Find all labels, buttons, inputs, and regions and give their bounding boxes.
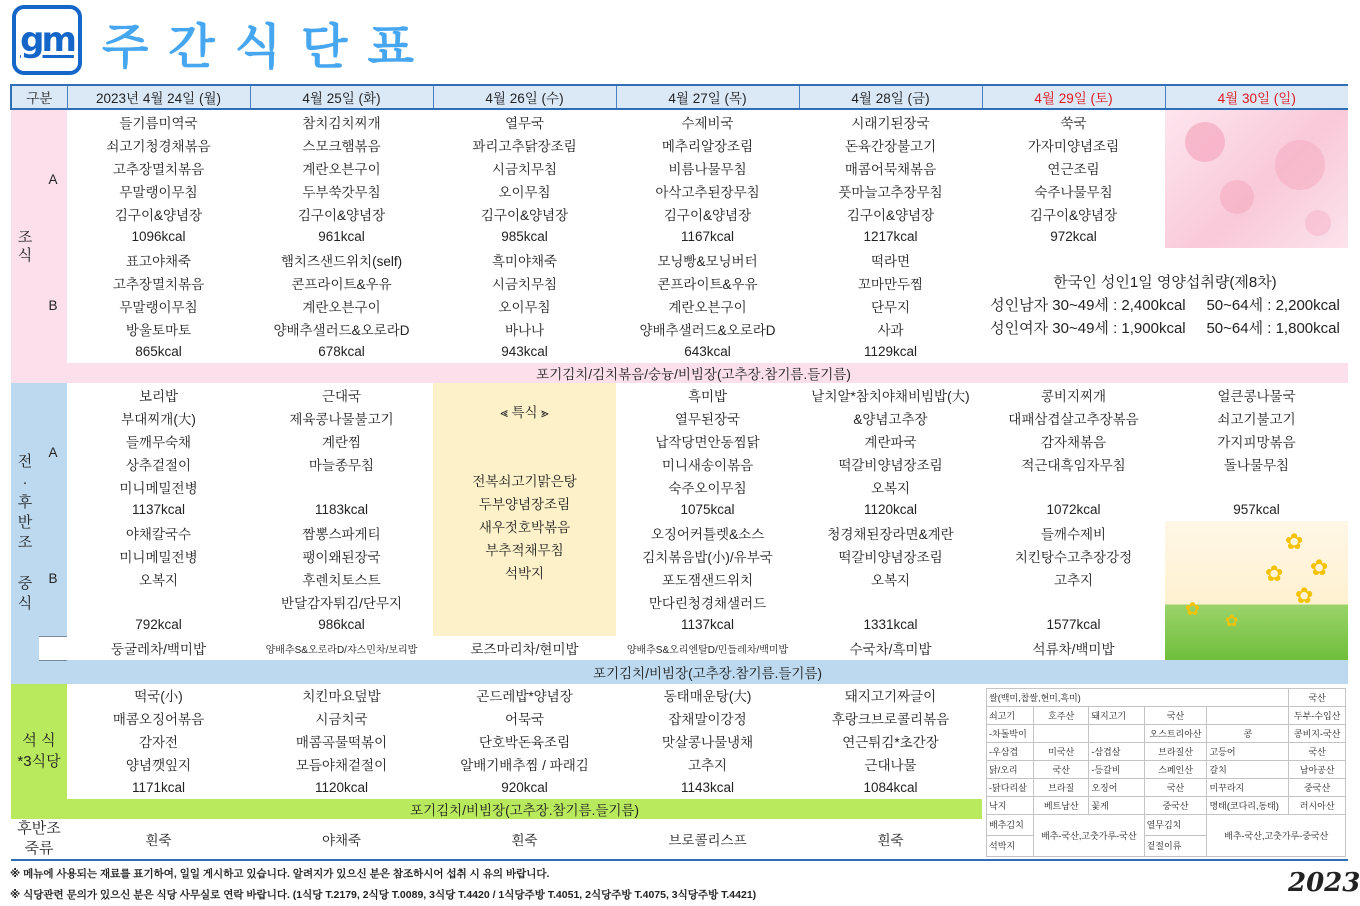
kcal: 1171kcal — [131, 779, 186, 795]
day-header: 4월 27일 (목) — [616, 85, 799, 109]
lunch-label: 전 · 후 반 조 중 식 — [11, 383, 39, 684]
origin-cell: 돼지고기 — [1089, 706, 1144, 724]
menu-item: 야채칼국수 — [125, 526, 192, 542]
menu-item: 두부쑥갓무침 — [302, 184, 381, 200]
origin-cell: 쇠고기 — [987, 706, 1034, 724]
origin-cell: 콩비지-국산 — [1289, 724, 1346, 742]
menu-item: 근대나물 — [864, 758, 917, 773]
origin-cell: 오스트리아산 — [1144, 724, 1207, 742]
menu-item: 어묵국 — [504, 712, 545, 727]
menu-item: 팽이왜된장국 — [302, 549, 381, 565]
origin-cell: 호주산 — [1034, 706, 1089, 724]
menu-item: 수제비국 — [681, 115, 734, 131]
menu-item: 부추적채무침 — [485, 543, 564, 558]
menu-item: 새우젓호박볶음 — [478, 520, 571, 535]
menu-item: 짬뽕스파게티 — [302, 526, 381, 542]
menu-item: 두부양념장조림 — [478, 497, 571, 512]
kcal: 1129kcal — [863, 344, 918, 359]
origin-cell: 열무김치 — [1144, 814, 1207, 835]
kcal: 1120kcal — [863, 502, 918, 517]
kcal: 986kcal — [318, 617, 365, 632]
menu-item: 콩비지찌개 — [1040, 388, 1107, 404]
kcal: 1183kcal — [314, 502, 369, 517]
origin-cell: 고등어 — [1207, 742, 1289, 760]
menu-item: 표고야채죽 — [125, 253, 192, 269]
menu-item: 근대국 — [321, 388, 362, 404]
menu-item: 양배추샐러드&오로라D — [639, 322, 776, 338]
col-label: 구분 — [11, 85, 67, 109]
origin-cell — [1034, 724, 1089, 742]
menu-item: 전복쇠고기맑은탕 — [472, 474, 577, 489]
menu-item: 계란파국 — [864, 434, 917, 450]
origin-cell: 브라질 — [1034, 778, 1089, 796]
menu-item: 콘프라이트&우유 — [291, 276, 392, 292]
gm-logo — [12, 5, 82, 75]
menu-item: 열무국 — [504, 115, 545, 131]
porridge-item: 브로콜리스프 — [668, 832, 747, 848]
menu-item: 치킨마요덮밥 — [302, 689, 381, 704]
menu-item: 매콤어묵채볶음 — [844, 161, 937, 177]
menu-item: 곤드레밥*양념장 — [476, 689, 573, 704]
day-header-saturday: 4월 29일 (토) — [982, 85, 1165, 109]
kcal: 643kcal — [684, 344, 731, 359]
menu-item: 대패삼겹살고추장볶음 — [1008, 411, 1139, 427]
menu-item: 오복지 — [870, 572, 911, 588]
origin-cell: 배추-국산,고춧가루-국산 — [1034, 814, 1145, 856]
menu-item: 고추장멸치볶음 — [112, 161, 205, 177]
menu-item: 단무지 — [870, 299, 911, 315]
menu-item: 쇠고기청경채볶음 — [106, 138, 211, 154]
menu-item: 석박지 — [504, 566, 545, 581]
lunch-a-label: A — [39, 383, 67, 521]
menu-item: 오이무침 — [498, 299, 551, 315]
kcal: 1137kcal — [680, 617, 735, 632]
origin-cell — [1207, 706, 1289, 724]
kcal: 792kcal — [135, 617, 182, 632]
kcal: 1075kcal — [680, 502, 735, 517]
menu-item: 고추지 — [1053, 572, 1094, 588]
menu-item: 포도잼샌드위치 — [661, 572, 754, 588]
kcal: 865kcal — [135, 344, 182, 359]
origin-cell: 남아공산 — [1289, 760, 1346, 778]
menu-item: 계란오븐구이 — [302, 299, 381, 315]
menu-item: 제육콩나물불고기 — [289, 411, 394, 427]
tea-rice: 석류차/백미밥 — [1032, 642, 1115, 657]
lunch-kimchi: 포기김치/비빔장(고추장.참기름.들기름) — [67, 660, 1348, 684]
menu-item: 김구이&양념장 — [846, 207, 935, 223]
menu-item: 떡갈비양념장조림 — [838, 549, 943, 565]
lunch-b-label: B — [39, 521, 67, 636]
origin-cell: 중국산 — [1289, 778, 1346, 796]
origin-cell: 국산 — [1289, 688, 1346, 706]
menu-item — [982, 590, 1165, 613]
menu-item: 동태매운탕(大) — [663, 689, 752, 704]
menu-item: 햄치즈샌드위치(self) — [280, 253, 403, 269]
menu-item: 상추겉절이 — [125, 457, 192, 473]
kcal: 961kcal — [318, 229, 365, 244]
menu-item: 납작당면안동찜닭 — [655, 434, 760, 450]
menu-item: 마늘종무침 — [308, 457, 375, 473]
nutrition-box — [982, 248, 1348, 363]
menu-item: 미니메밀전병 — [119, 549, 198, 565]
menu-item: 시래기된장국 — [851, 115, 930, 131]
origin-cell: 쌀(백미,찹쌀,현미,흑미) — [987, 688, 1289, 706]
menu-item: 돌나물무침 — [1223, 457, 1290, 473]
special-label: ⪡ 특식 ⪢ — [500, 405, 549, 420]
origin-cell: -등갈비 — [1089, 760, 1144, 778]
menu-item: 가지피망볶음 — [1217, 434, 1296, 450]
menu-item: 시금치국 — [315, 712, 368, 727]
header — [0, 0, 1350, 82]
menu-item: 고추지 — [687, 758, 728, 773]
menu-item: 김구이&양념장 — [1029, 207, 1118, 223]
day-header: 2023년 4월 24일 (월) — [67, 85, 250, 109]
menu-item: 떡라면 — [870, 253, 911, 269]
menu-item: 잡채말이강정 — [668, 712, 747, 727]
nutrition-female: 성인여자 30~49세 : 1,900kcal 50~64세 : 1,800kcal — [990, 320, 1340, 338]
menu-item: 콘프라이트&우유 — [657, 276, 758, 292]
kcal: 1577kcal — [1046, 617, 1101, 632]
origin-cell: 닭/오리 — [987, 760, 1034, 778]
origin-cell: 국산 — [1144, 706, 1207, 724]
menu-item: 후렌치토스트 — [302, 572, 381, 588]
menu-item: 시금치무침 — [491, 276, 558, 292]
origin-cell: -우삼겹 — [987, 742, 1034, 760]
menu-item: 만다린청경채샐러드 — [648, 595, 767, 611]
menu-item: 쇠고기불고기 — [1217, 411, 1296, 427]
spring-flowers-image: ✿ ✿ ✿ ✿ ✿ ✿ — [1165, 521, 1348, 660]
origin-cell: 명태(코다리,동태) — [1207, 796, 1289, 814]
menu-item: 돼지고기짜글이 — [844, 689, 937, 704]
menu-item: 미니새송이볶음 — [661, 457, 754, 473]
logo-text: gm — [20, 20, 74, 60]
menu-item: 고추장멸치볶음 — [112, 276, 205, 292]
origin-table — [982, 684, 1348, 860]
menu-item: 단호박돈육조림 — [478, 735, 571, 750]
page-title: 주간식단표 — [102, 19, 434, 75]
menu-item: 계란오븐구이 — [302, 161, 381, 177]
menu-item: 양념깻잎지 — [125, 758, 192, 773]
porridge-item: 흰죽 — [145, 832, 172, 848]
kcal: 1137kcal — [131, 502, 186, 517]
breakfast-kimchi: 포기김치/김치볶음/숭늉/비빔장(고추장.참기름.들기름) — [39, 363, 1348, 383]
menu-item: 무말랭이무침 — [119, 299, 198, 315]
menu-item: 쑥국 — [1060, 115, 1087, 131]
origin-cell: -닭다리살 — [987, 778, 1034, 796]
day-header: 4월 26일 (수) — [433, 85, 616, 109]
menu-item: 들깨수제비 — [1040, 526, 1107, 542]
menu-item: &양념고추장 — [853, 411, 928, 427]
menu-item: 양배추샐러드&오로라D — [273, 322, 410, 338]
tea-rice: 양배추S&오리엔탈D/민들레차/백미밥 — [626, 644, 789, 656]
menu-item: 들깨무숙채 — [125, 434, 192, 450]
origin-cell: 배추김치 — [987, 814, 1034, 835]
porridge-label: 후반조 죽류 — [11, 819, 67, 860]
header-row — [11, 85, 1348, 109]
menu-item: 김구이&양념장 — [663, 207, 752, 223]
menu-item: 아삭고추된장무침 — [655, 184, 760, 200]
menu-item: 가자미양념조림 — [1027, 138, 1120, 154]
kcal: 1084kcal — [863, 779, 918, 795]
dinner-kimchi: 포기김치/비빔장(고추장.참기름.들기름) — [67, 799, 982, 819]
nutrition-male: 성인남자 30~49세 : 2,400kcal 50~64세 : 2,200kcal — [990, 296, 1340, 314]
origin-cell: 국산 — [1144, 778, 1207, 796]
menu-item: 김구이&양념장 — [480, 207, 569, 223]
kcal: 957kcal — [1233, 502, 1280, 517]
menu-item: 숙주나물무침 — [1034, 184, 1113, 200]
porridge-item: 흰죽 — [877, 832, 904, 848]
origin-cell: 베트남산 — [1034, 796, 1089, 814]
origin-cell: 스페인산 — [1144, 760, 1207, 778]
kcal: 1143kcal — [680, 779, 735, 795]
kcal: 1072kcal — [1046, 502, 1101, 517]
menu-item: 들기름미역국 — [119, 115, 198, 131]
special-meal — [433, 383, 616, 636]
origin-cell: 미꾸라지 — [1207, 778, 1289, 796]
menu-item: 보리밥 — [138, 388, 179, 404]
breakfast-a-label: A — [39, 109, 67, 248]
menu-item — [1165, 475, 1348, 498]
menu-table — [10, 84, 1348, 861]
origin-cell: 콩 — [1207, 724, 1289, 742]
tea-rice: 양배추S&오로라D/쟈스민차/보리밥 — [265, 644, 418, 656]
porridge-item: 야채죽 — [321, 832, 362, 848]
kcal: 1120kcal — [314, 779, 369, 795]
breakfast-b-label: B — [39, 248, 67, 363]
breakfast-label: 조 식 — [11, 109, 39, 383]
menu-item: 시금치무침 — [491, 161, 558, 177]
menu-item — [799, 590, 982, 613]
origin-cell: 배추-국산,고춧가루-중국산 — [1207, 814, 1346, 856]
menu-item: 미니메밀전병 — [119, 480, 198, 496]
origin-cell: 국산 — [1034, 760, 1089, 778]
kcal: 1217kcal — [863, 229, 918, 244]
menu-item: 꼬마만두찜 — [857, 276, 924, 292]
menu-item: 얼큰콩나물국 — [1217, 388, 1296, 404]
origin-cell: 두부-수입산 — [1289, 706, 1346, 724]
porridge-item: 흰죽 — [511, 832, 538, 848]
kcal: 985kcal — [501, 229, 548, 244]
origin-cell: 꽃게 — [1089, 796, 1144, 814]
origin-cell: 석박지 — [987, 835, 1034, 856]
menu-item: 오복지 — [138, 572, 179, 588]
menu-item: 맛살콩나물냉채 — [661, 735, 754, 750]
menu-item: 매콤오징어볶음 — [112, 712, 205, 727]
menu-item: 오복지 — [870, 480, 911, 496]
menu-item — [982, 475, 1165, 498]
origin-cell: 오징어 — [1089, 778, 1144, 796]
menu-item: 매콤곡물떡볶이 — [295, 735, 388, 750]
menu-item: 치킨탕수고추장강정 — [1014, 549, 1133, 565]
dinner-label: 석 식 *3식당 — [11, 684, 67, 819]
kcal: 1167kcal — [680, 229, 735, 244]
menu-item: 떡갈비양념장조림 — [838, 457, 943, 473]
menu-item: 김치볶음밥(小)/유부국 — [642, 549, 773, 565]
menu-item: 연근튀김*초간장 — [842, 735, 939, 750]
menu-item — [250, 475, 433, 498]
menu-item: 오징어커틀렛&소스 — [650, 526, 765, 542]
kcal: 920kcal — [501, 779, 548, 795]
menu-item: 흑미밥 — [687, 388, 728, 404]
tea-rice: 둥굴레차/백미밥 — [110, 642, 207, 657]
menu-item: 모듬야채겉절이 — [295, 758, 388, 773]
origin-cell: 중국산 — [1144, 796, 1207, 814]
menu-item: 연근조림 — [1047, 161, 1100, 177]
year-signature: 2023 — [1288, 868, 1360, 898]
menu-item: 바나나 — [504, 322, 545, 338]
menu-item: 후랑크브로콜리볶음 — [831, 712, 950, 727]
kcal: 1331kcal — [863, 617, 918, 632]
nutrition-title: 한국인 성인1일 영양섭취량(제8차) — [1053, 273, 1277, 291]
menu-item: 알배기배추찜 / 파래김 — [460, 758, 589, 773]
origin-cell: 국산 — [1289, 742, 1346, 760]
menu-item: 풋마늘고추장무침 — [838, 184, 943, 200]
menu-item: 감자채볶음 — [1040, 434, 1107, 450]
menu-item: 꽈리고추닭장조림 — [472, 138, 577, 154]
menu-item: 김구이&양념장 — [297, 207, 386, 223]
footer-note-contact: ※ 식당관련 문의가 있으신 분은 식당 사무실로 연락 바랍니다. (1식당 T.2179, 2식당 T.0089, 3식당 T.4420 / 1식당주방 T.4051, 2식당주방 T.4075, 3식당주방 T.4421) — [10, 889, 757, 901]
kcal: 678kcal — [318, 344, 365, 359]
day-header-sunday: 4월 30일 (일) — [1165, 85, 1348, 109]
menu-item: 반달감자튀김/단무지 — [280, 595, 403, 611]
origin-cell — [1089, 724, 1144, 742]
origin-cell: 러시아산 — [1289, 796, 1346, 814]
origin-cell: 갈치 — [1207, 760, 1289, 778]
origin-cell: 미국산 — [1034, 742, 1089, 760]
menu-item: 흑미야채죽 — [491, 253, 558, 269]
menu-item: 숙주오이무침 — [668, 480, 747, 496]
cherry-blossom-image — [1165, 109, 1348, 248]
menu-item: 오이무침 — [498, 184, 551, 200]
footer-note-allergy: ※ 메뉴에 사용되는 재료를 표기하여, 일일 게시하고 있습니다. 알려지가 있으신 분은 참조하시어 섭취 시 유의 바랍니다. — [10, 868, 550, 880]
day-header: 4월 25일 (화) — [250, 85, 433, 109]
menu-item: 낱치알*참치야채비빔밥(大) — [811, 388, 970, 404]
menu-item: 청경채된장라면&계란 — [827, 526, 954, 542]
menu-item: 부대찌개(大) — [121, 411, 196, 427]
menu-item: 김구이&양념장 — [114, 207, 203, 223]
menu-item: 무말랭이무침 — [119, 184, 198, 200]
kcal: 1096kcal — [131, 229, 186, 244]
menu-item: 열무된장국 — [674, 411, 741, 427]
kcal: 943kcal — [501, 344, 548, 359]
origin-cell: 낙지 — [987, 796, 1034, 814]
menu-item: 계란찜 — [321, 434, 362, 450]
menu-item — [67, 590, 250, 613]
menu-item: 사과 — [877, 322, 904, 338]
menu-item: 방울토마토 — [125, 322, 192, 338]
tea-rice: 로즈마리차/현미밥 — [470, 642, 579, 657]
origin-cell: 겉절이류 — [1144, 835, 1207, 856]
origin-cell: -삼겹살 — [1089, 742, 1144, 760]
menu-item: 스모크햄볶음 — [302, 138, 381, 154]
menu-item: 계란오븐구이 — [668, 299, 747, 315]
origin-cell: 브라질산 — [1144, 742, 1207, 760]
menu-item: 적근대흑임자무침 — [1021, 457, 1126, 473]
day-header: 4월 28일 (금) — [799, 85, 982, 109]
tea-rice: 수국차/흑미밥 — [849, 642, 932, 657]
menu-item: 참치김치찌개 — [302, 115, 381, 131]
menu-item: 감자전 — [138, 735, 179, 750]
kcal: 972kcal — [1050, 229, 1097, 244]
menu-item: 떡국(小) — [134, 689, 183, 704]
menu-item: 메추리알장조림 — [661, 138, 754, 154]
menu-item: 비름나물무침 — [668, 161, 747, 177]
origin-cell: -차돌박이 — [987, 724, 1034, 742]
menu-item: 돈육간장불고기 — [844, 138, 937, 154]
menu-item: 모닝빵&모닝버터 — [657, 253, 758, 269]
